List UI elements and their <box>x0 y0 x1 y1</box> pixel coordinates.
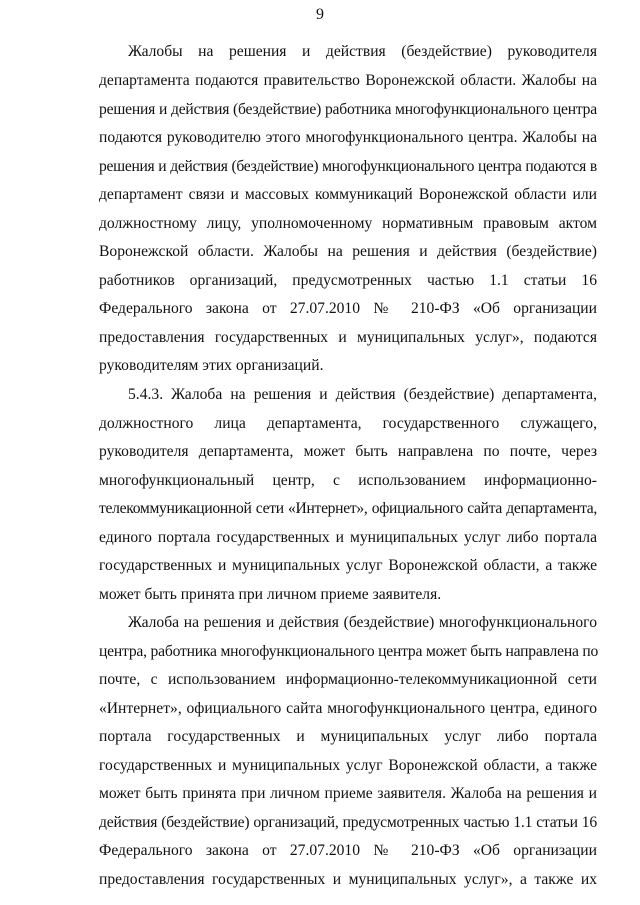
text-line: почте, с использованием информационно-телекоммуникационной сети <box>99 671 597 688</box>
text-line: должностного лица департамента, государственного служащего, <box>99 415 597 432</box>
text-line: должностному лицу, уполномоченному нормативным правовым актом <box>99 215 597 232</box>
text-line: портала государственных и муниципальных услуг либо портала <box>99 728 597 745</box>
text-line: Федерального закона от 27.07.2010 № 210-ФЗ «Об организации <box>99 300 597 317</box>
text-line: департамент связи и массовых коммуникаций Воронежской области или <box>99 186 597 203</box>
text-line: работников организаций, предусмотренных частью 1.1 статьи 16 <box>99 272 597 289</box>
text-line: Жалоба на решения и действия (бездействие) многофункционального <box>128 614 597 631</box>
text-line: Жалобы на решения и действия (бездействие) руководителя <box>128 43 597 60</box>
text-line: Воронежской области. Жалобы на решения и действия (бездействие) <box>99 243 597 260</box>
text-line: центра, работника многофункционального центра может быть направлена по <box>99 643 599 660</box>
text-line: подаются руководителю этого многофункционального центра. Жалобы на <box>99 129 597 146</box>
text-line: «Интернет», официального сайта многофункционального центра, единого <box>99 700 597 717</box>
text-line: многофункциональный центр, с использованием информационно- <box>99 472 597 489</box>
text-line: решения и действия (бездействие) работника многофункционального центра <box>99 101 597 118</box>
text-line: департамента подаются правительство Воронежской области. Жалобы на <box>99 72 597 89</box>
text-line: руководителям этих организаций. <box>99 357 324 374</box>
text-line: может быть принята при личном приеме заявителя. Жалоба на решения и <box>99 785 597 802</box>
text-line: руководителя департамента, может быть направлена по почте, через <box>99 443 597 460</box>
text-line: Федерального закона от 27.07.2010 № 210-ФЗ «Об организации <box>99 842 597 859</box>
text-line: предоставления государственных и муниципальных услуг», подаются <box>99 329 597 346</box>
text-line: действия (бездействие) организаций, предусмотренных частью 1.1 статьи 16 <box>99 814 597 831</box>
text-line: государственных и муниципальных услуг Воронежской области, а также <box>99 557 597 574</box>
page-number: 9 <box>316 6 324 23</box>
text-line: решения и действия (бездействие) многофункционального центра подаются в <box>99 158 597 175</box>
text-line: государственных и муниципальных услуг Воронежской области, а также <box>99 757 597 774</box>
text-line: может быть принята при личном приеме заявителя. <box>99 586 442 603</box>
text-line: единого портала государственных и муниципальных услуг либо портала <box>99 529 597 546</box>
text-line: 5.4.3. Жалоба на решения и действия (бездействие) департамента, <box>128 386 597 403</box>
text-line: телекоммуникационной сети «Интернет», официального сайта департамента, <box>99 500 597 517</box>
text-line: предоставления государственных и муниципальных услуг», а также их <box>99 871 597 888</box>
